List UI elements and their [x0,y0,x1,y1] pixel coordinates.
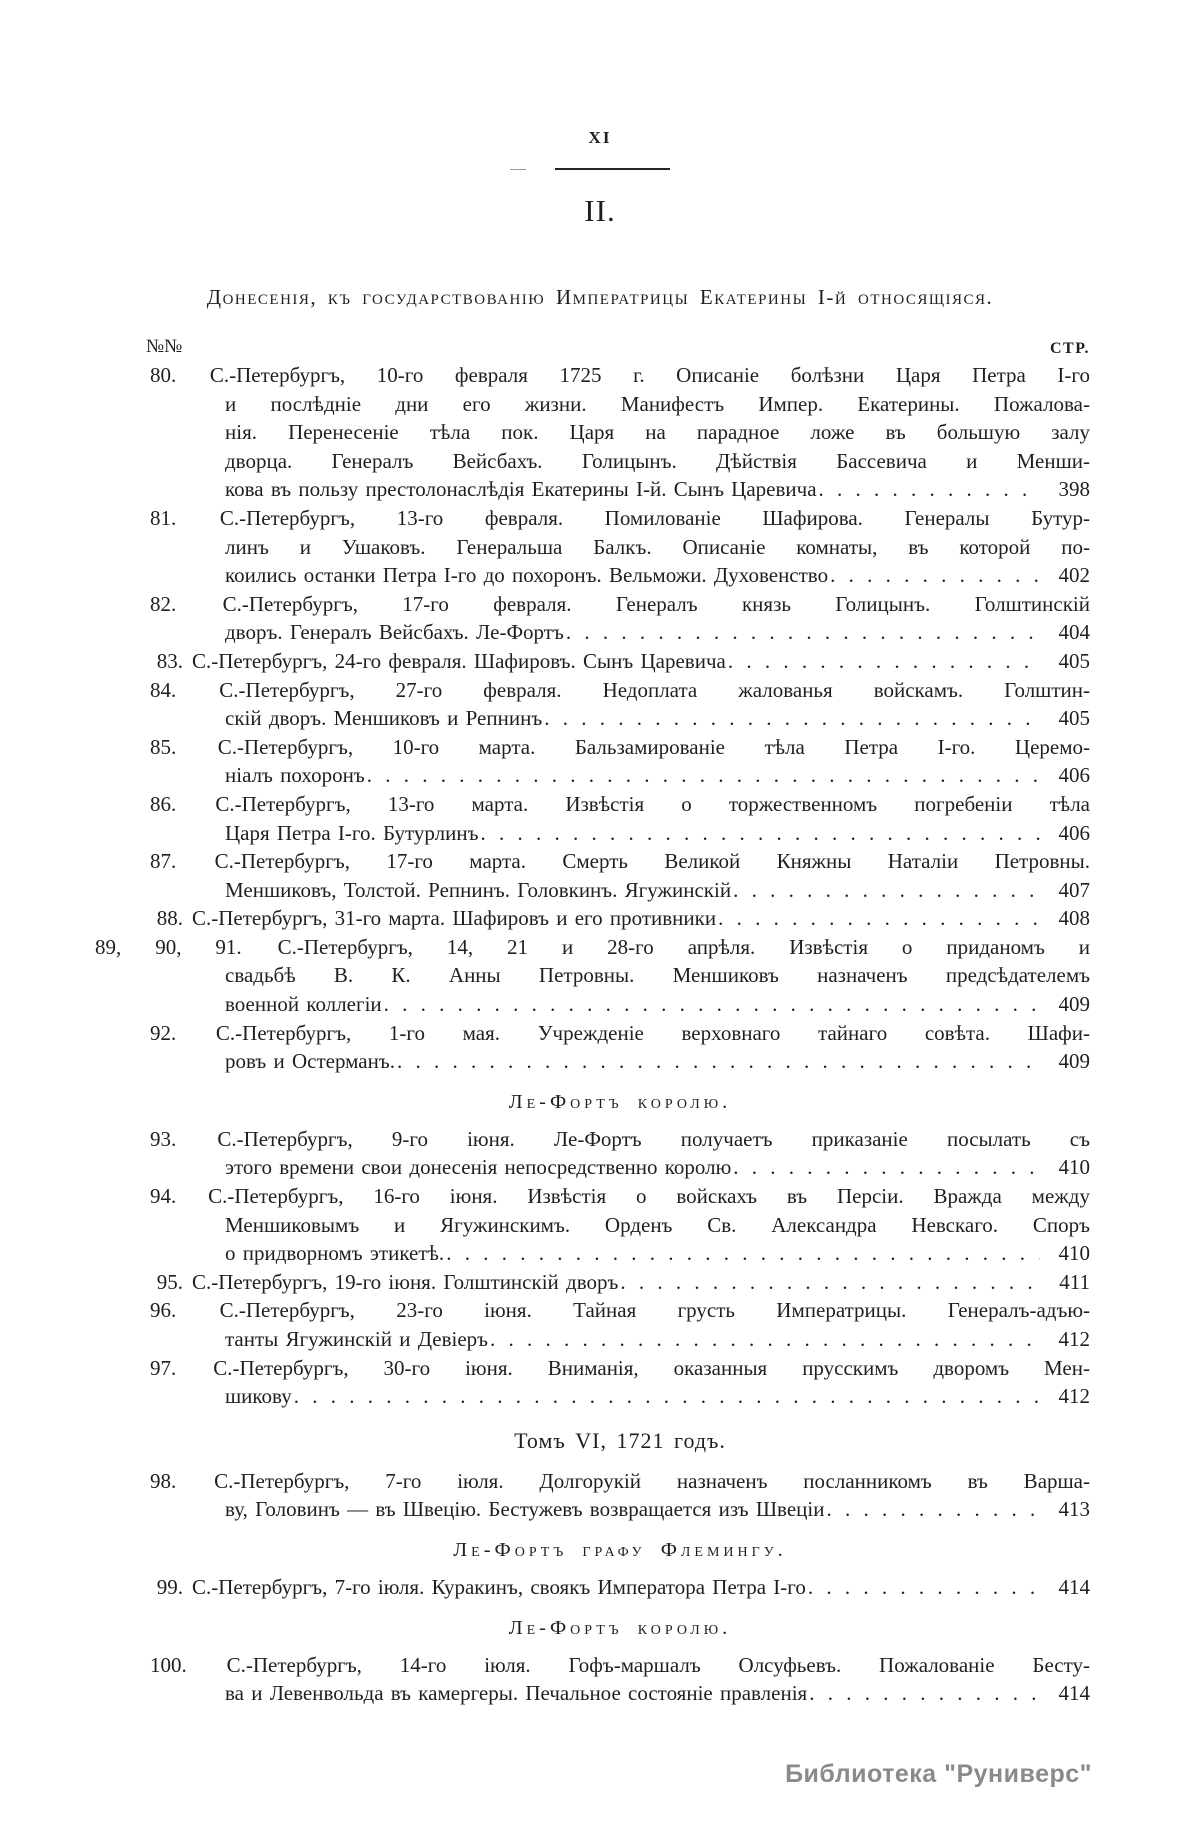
entry-line-text: С.-Петербургъ, 19-го іюня. Голштинскій дворъ [192,1269,619,1294]
entry-last-line [156,1573,1090,1602]
dot-leader [809,1679,1040,1708]
entry-last-line [192,1153,1090,1182]
dot-leader [830,561,1040,590]
entry-last-line [192,1679,1090,1708]
entry-line: 81. С.-Петербургъ, 13-го февраля. Помилованіе Шафирова. Генералы Бутур- [150,505,1090,530]
entry-last-line [156,1268,1090,1297]
entry-number: 95. [156,1269,183,1294]
entry-page-number: 414 [1058,1681,1090,1706]
entry-number: 83. [156,648,183,673]
entry-line: 82. С.-Петербургъ, 17-го февраля. Генералъ князь Голицынъ. Голштинскій [150,591,1090,616]
entry-line-text: военной коллегіи [225,992,382,1017]
entry-line: 96. С.-Петербургъ, 23-го іюня. Тайная грусть Императрицы. Генералъ-адъю- [150,1298,1090,1323]
entry-line-text: ву, Головинъ — въ Швецію. Бестужевъ возвращается изъ Швеціи [225,1497,825,1522]
entry-page-number: 413 [1058,1497,1090,1522]
entry-number: 97. [150,1355,177,1380]
entry-number: 84. [150,677,177,702]
entry-line: и послѣдніе дни его жизни. Манифестъ Импер. Екатерины. Пожалова- [225,391,1090,416]
entry-line-text: дворъ. Генералъ Вейсбахъ. Ле-Фортъ [225,620,564,645]
dot-leader [733,1153,1040,1182]
entry-line: нія. Перенесеніе тѣла пок. Царя на парадное ложе въ большую залу [225,420,1090,445]
entry-page-number: 408 [1058,906,1090,931]
entry-number: 80. [150,363,177,387]
folio-number: XI [588,128,612,147]
section-number: II. [584,193,616,228]
entry-page-number: 412 [1058,1384,1090,1409]
entry-page-number: 407 [1058,877,1090,902]
entry-number: 81. [150,505,177,530]
dot-leader [808,1573,1040,1602]
entry-last-line [192,561,1090,590]
entry-last-line [192,704,1090,733]
dot-leader [620,1268,1040,1297]
entry-last-line [192,1382,1090,1411]
toc-entry [150,1467,1090,1524]
entry-number: 98. [150,1468,177,1493]
entry-line: 87. С.-Петербургъ, 17-го марта. Смерть Великой Княжны Наталіи Петровны. [150,849,1090,874]
entry-number: 88. [156,906,183,931]
dot-leader [367,761,1040,790]
section-heading: Томъ VI, 1721 годъ. [514,1427,726,1453]
entry-last-line [192,1325,1090,1354]
entry-line: линъ и Ушаковъ. Генеральша Балкъ. Описаніе комнаты, въ которой по- [225,534,1090,559]
toc-entry [150,733,1090,790]
dot-leader [544,704,1040,733]
entry-page-number: 402 [1058,563,1090,588]
dot-leader [490,1325,1040,1354]
toc-entry [150,504,1090,590]
toc-entry [150,676,1090,733]
dot-leader [384,990,1040,1019]
entry-line-text: С.-Петербургъ, 31-го марта. Шафировъ и его противники [192,906,717,931]
entry-line-text: ва и Левенвольда въ камергеры. Печальное состояніе правленія [225,1681,808,1706]
entry-line-text: Царя Петра I-го. Бутурлинъ [225,820,479,845]
entry-number: 94. [150,1184,177,1209]
dot-leader [446,1239,1040,1268]
entry-page-number: 409 [1058,992,1090,1017]
entry-line-text: Меншиковъ, Толстой. Репнинъ. Головкинъ. Ягужинскій [225,877,732,902]
entry-line-text: ровъ и Остерманъ. [225,1049,395,1074]
folio-rule [530,168,670,171]
toc-entry [150,1182,1090,1268]
entry-number: 87. [150,849,177,874]
entry-last-line [192,618,1090,647]
toc-entry [95,933,1091,1019]
entry-number: 99. [156,1574,183,1599]
entry-line: 85. С.-Петербургъ, 10-го марта. Бальзамированіе тѣла Петра I-го. Церемо- [150,734,1090,759]
section-heading: Ле-Фортъ графу Флемингу. [453,1538,787,1561]
entry-last-line [156,647,1090,676]
section-title: Донесенія, къ государствованію Императрицы Екатерины I-й относящіяся. [206,285,994,309]
entry-line: 80. С.-Петербургъ, 10-го февраля 1725 г. Описаніе болѣзни Царя Петра I-го [150,363,1090,387]
entry-line-text: шикову [225,1384,292,1409]
scan-dash-artifact [510,169,526,170]
toc-content [95,336,1091,1708]
entry-page-number: 411 [1059,1269,1090,1294]
entry-last-line [192,990,1090,1019]
toc-entry [150,1296,1090,1353]
entry-line: 92. С.-Петербургъ, 1-го мая. Учрежденіе верховнаго тайнаго совѣта. Шафи- [150,1020,1090,1045]
entry-number: 85. [150,734,177,759]
entry-number: 89, 90, 91. [95,934,242,959]
entry-line: 93. С.-Петербургъ, 9-го іюня. Ле-Фортъ получаетъ приказаніе посылать съ [150,1126,1090,1151]
entry-last-line [192,761,1090,790]
dot-leader [480,819,1040,848]
entry-line: 89, 90, 91. С.-Петербургъ, 14, 21 и 28-го апрѣля. Извѣстія о приданомъ и [95,934,1091,959]
entry-line-text: ніалъ похоронъ [225,763,365,788]
dot-leader [826,1495,1040,1524]
entry-line: 98. С.-Петербургъ, 7-го іюля. Долгорукій назначенъ посланникомъ въ Варша- [150,1468,1090,1493]
entry-last-line [192,876,1090,905]
dot-leader [566,618,1040,647]
toc-entry [150,361,1090,504]
entry-line: 84. С.-Петербургъ, 27-го февраля. Недоплата жалованья войскамъ. Голштин- [150,677,1090,702]
entry-last-line [192,475,1090,504]
entry-page-number: 409 [1058,1049,1090,1074]
toc-entry [150,1019,1090,1076]
toc-blocks [95,361,1091,1708]
toc-entry [150,590,1090,647]
pages-column-header: СТР. [1050,340,1090,357]
entry-number: 86. [150,791,177,816]
entry-page-number: 406 [1058,763,1090,788]
entry-line-text: танты Ягужинскій и Девіеръ [225,1327,489,1351]
dot-leader [819,475,1040,504]
section-heading: Ле-Фортъ королю. [508,1616,732,1639]
toc-entry [150,1125,1090,1182]
dot-leader [718,904,1040,933]
entry-line-text: С.-Петербургъ, 7-го іюля. Куракинъ, своякъ Императора Петра I-го [192,1574,806,1599]
entry-line-text: о придворномъ этикетѣ. [225,1241,445,1266]
entry-last-line [192,1047,1090,1076]
entry-line: 86. С.-Петербургъ, 13-го марта. Извѣстія о торжественномъ погребеніи тѣла [150,791,1090,816]
entry-page-number: 398 [1058,477,1090,502]
entry-number: 100. [150,1652,187,1677]
entry-page-number: 410 [1058,1241,1090,1266]
entry-number: 96. [150,1298,177,1323]
entry-page-number: 404 [1058,620,1090,645]
entry-line: Меншиковымъ и Ягужинскимъ. Орденъ Св. Александра Невскаго. Споръ [225,1212,1090,1237]
entry-line: свадьбѣ В. К. Анны Петровны. Меншиковъ назначенъ предсѣдателемъ [225,963,1090,988]
entry-line-text: С.-Петербургъ, 24-го февраля. Шафировъ. Сынъ Царевича [192,648,726,673]
toc-entry [156,647,1090,676]
entry-line: дворца. Генералъ Вейсбахъ. Голицынъ. Дѣйствія Бассевича и Менши- [225,448,1090,473]
entry-number: 93. [150,1126,177,1151]
toc-entry [156,1573,1090,1602]
toc-entry [150,1651,1090,1708]
dot-leader [733,876,1040,905]
entry-page-number: 405 [1058,648,1090,673]
entry-line: 94. С.-Петербургъ, 16-го іюня. Извѣстія о войскахъ въ Персіи. Вражда между [150,1184,1090,1209]
entry-page-number: 414 [1058,1574,1090,1599]
entry-page-number: 412 [1058,1327,1090,1351]
numbers-column-header: №№ [146,336,183,357]
page-header [0,0,1200,171]
entry-page-number: 410 [1058,1155,1090,1180]
toc-entry [156,904,1090,933]
toc-entry [156,1268,1090,1297]
toc-entry [150,790,1090,847]
entry-page-number: 405 [1058,706,1090,731]
entry-last-line [156,904,1090,933]
dot-leader [294,1382,1040,1411]
entry-line-text: коились останки Петра I-го до похоронъ. Вельможи. Духовенство [225,563,829,588]
dot-leader [397,1047,1040,1076]
entry-line-text: этого времени свои донесенія непосредственно королю [225,1155,732,1180]
entry-number: 82. [150,591,177,616]
toc-entry [150,1354,1090,1411]
entry-line-text: скій дворъ. Меншиковъ и Репнинъ [225,706,543,731]
section-heading: Ле-Фортъ королю. [508,1090,732,1113]
entry-line: 97. С.-Петербургъ, 30-го іюня. Вниманія, оказанныя прусскимъ дворомъ Мен- [150,1355,1090,1380]
column-headers [146,336,1090,358]
entry-line-text: кова въ пользу престолонаслѣдія Екатерины I-й. Сынъ Царевича [225,477,817,502]
toc-entry [150,847,1090,904]
entry-last-line [192,819,1090,848]
library-watermark: Библиотека "Руниверс" [785,1760,1092,1788]
entry-last-line [192,1495,1090,1524]
dot-leader [728,647,1040,676]
entry-line: 100. С.-Петербургъ, 14-го іюля. Гофъ-маршалъ Олсуфьевъ. Пожалованіе Бесту- [150,1652,1090,1677]
entry-page-number: 406 [1058,820,1090,845]
entry-last-line [192,1239,1090,1268]
entry-number: 92. [150,1020,177,1045]
